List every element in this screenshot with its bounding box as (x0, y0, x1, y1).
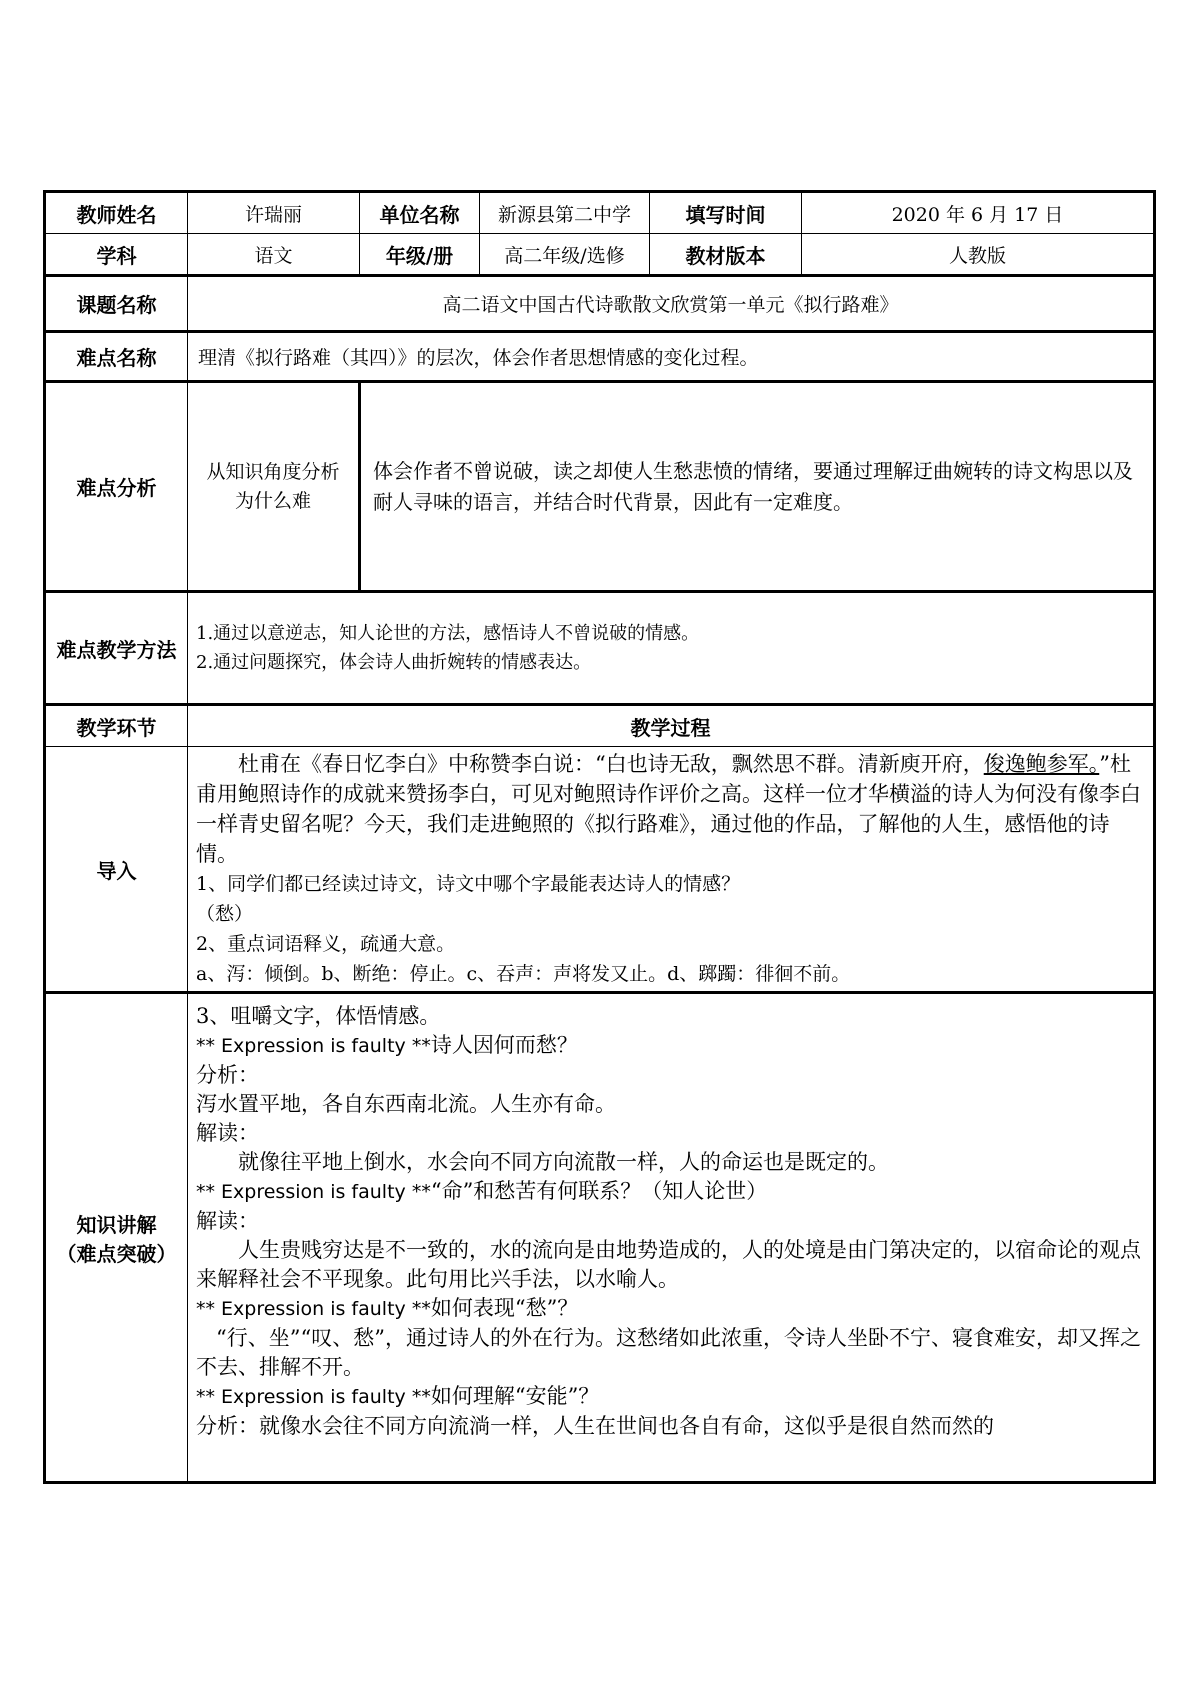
unit-name-value: 新源县第二中学 (480, 192, 650, 234)
method-row (45, 592, 1155, 705)
topic-value: 高二语文中国古代诗歌散文欣赏第一单元《拟行路难》 (188, 276, 1155, 332)
expression-error-3: ** Expression is faulty ** (196, 1298, 431, 1320)
method-line-1: 1.通过以意逆志，知人论世的方法，感悟诗人不曾说破的情感。 (196, 623, 700, 644)
knowledge-line-5: 解读： (196, 1121, 259, 1145)
intro-paragraph-part-a: 杜甫在《春日忆李白》中称赞李白说：“白也诗无敌，飘然思不群。清新庾开府， (238, 752, 984, 776)
grade-label: 年级/册 (360, 234, 480, 276)
knowledge-question-2-text: “命”和愁苦有何联系？（知人论世） (430, 1179, 768, 1203)
process-label: 教学过程 (188, 705, 1155, 747)
teacher-name-label: 教师姓名 (45, 192, 188, 234)
process-stage-label: 教学环节 (45, 705, 188, 747)
analysis-sublabel-line-2: 为什么难 (234, 489, 311, 512)
unit-name-label: 单位名称 (360, 192, 480, 234)
intro-label: 导入 (45, 747, 188, 993)
knowledge-line-6: 就像往平地上倒水，水会向不同方向流散一样，人的命运也是既定的。 (238, 1150, 889, 1174)
knowledge-question-2 (196, 1177, 1145, 1207)
knowledge-line-3: 分析： (196, 1063, 259, 1087)
method-label: 难点教学方法 (45, 592, 188, 705)
knowledge-content (188, 993, 1155, 1483)
knowledge-question-1-text: 诗人因何而愁？ (430, 1033, 578, 1057)
intro-paragraph (196, 749, 1145, 869)
header-row-1 (45, 192, 1155, 234)
knowledge-line-11: “行、坐”“叹、愁”，通过诗人的外在行为。这愁绪如此浓重，令诗人坐卧不宁、寝食难安，却又挥之不去、排解不开。 (196, 1326, 1141, 1379)
knowledge-question-1 (196, 1031, 1145, 1061)
intro-content (188, 747, 1155, 993)
analysis-sublabel (188, 382, 360, 592)
intro-row (45, 747, 1155, 993)
textbook-edition-value: 人教版 (802, 234, 1155, 276)
intro-underlined-quote: 俊逸鲍参军。 (983, 752, 1100, 776)
teacher-name-value: 许瑞丽 (188, 192, 360, 234)
analysis-value: 体会作者不曾说破，读之却使人生愁悲愤的情绪，要通过理解迂曲婉转的诗文构思以及耐人寻味的语言，并结合时代背景，因此有一定难度。 (360, 382, 1155, 592)
expression-error-1: ** Expression is faulty ** (196, 1035, 431, 1057)
knowledge-row (45, 993, 1155, 1483)
expression-error-2: ** Expression is faulty ** (196, 1181, 431, 1203)
subject-value: 语文 (188, 234, 360, 276)
knowledge-line-13: 分析：就像水会往不同方向流淌一样，人生在世间也各自有命，这似乎是很自然而然的 (196, 1414, 994, 1438)
method-line-2: 2.通过问题探究，体会诗人曲折婉转的情感表达。 (196, 652, 592, 673)
intro-question-2: 2、重点词语释义，疏通大意。 (196, 933, 456, 955)
intro-answer-1: （愁） (196, 903, 254, 925)
header-row-2 (45, 234, 1155, 276)
difficulty-value: 理清《拟行路难（其四）》的层次，体会作者思想情感的变化过程。 (188, 332, 1155, 382)
analysis-sublabel-line-1: 从知识角度分析 (206, 460, 340, 483)
knowledge-label-line-2: （难点突破） (56, 1241, 177, 1266)
knowledge-line-8: 解读： (196, 1209, 259, 1233)
knowledge-question-4-text: 如何理解“安能”？ (430, 1384, 600, 1408)
knowledge-question-3 (196, 1294, 1145, 1324)
intro-question-1: 1、同学们都已经读过诗文，诗文中哪个字最能表达诗人的情感？ (196, 873, 741, 895)
analysis-row (45, 382, 1155, 592)
knowledge-line-1: 3、咀嚼文字，体悟情感。 (196, 1004, 441, 1028)
expression-error-4: ** Expression is faulty ** (196, 1386, 431, 1408)
analysis-label: 难点分析 (45, 382, 188, 592)
topic-label: 课题名称 (45, 276, 188, 332)
difficulty-label: 难点名称 (45, 332, 188, 382)
fill-time-label: 填写时间 (650, 192, 802, 234)
fill-time-value: 2020 年 6 月 17 日 (802, 192, 1155, 234)
knowledge-line-4: 泻水置平地，各自东西南北流。人生亦有命。 (196, 1092, 616, 1116)
knowledge-line-9: 人生贵贱穷达是不一致的，水的流向是由地势造成的，人的处境是由门第决定的，以宿命论的观点来解释社会不平现象。此句用比兴手法，以水喻人。 (196, 1238, 1141, 1291)
grade-value: 高二年级/选修 (480, 234, 650, 276)
topic-row (45, 276, 1155, 332)
intro-answer-2: a、泻：倾倒。b、断绝：停止。c、吞声：声将发又止。d、踯躅：徘徊不前。 (196, 963, 851, 985)
knowledge-question-3-text: 如何表现“愁”？ (430, 1296, 579, 1320)
subject-label: 学科 (45, 234, 188, 276)
knowledge-question-4 (196, 1382, 1145, 1412)
knowledge-label-line-1: 知识讲解 (76, 1212, 157, 1237)
difficulty-row (45, 332, 1155, 382)
method-value (188, 592, 1155, 705)
intro-paragraph-part-b: ”杜甫用鲍照诗作的成就来赞扬李白，可见对鲍照诗作评价之高。这样一位才华横溢的诗人为何没有像李白一样青史留名呢？今天，我们走进鲍照的《拟行路难》，通过他的作品，了解他的人生，感悟他的诗情。 (196, 752, 1141, 866)
textbook-edition-label: 教材版本 (650, 234, 802, 276)
lesson-plan-table (43, 190, 1156, 1484)
knowledge-label (45, 993, 188, 1483)
process-header-row (45, 705, 1155, 747)
